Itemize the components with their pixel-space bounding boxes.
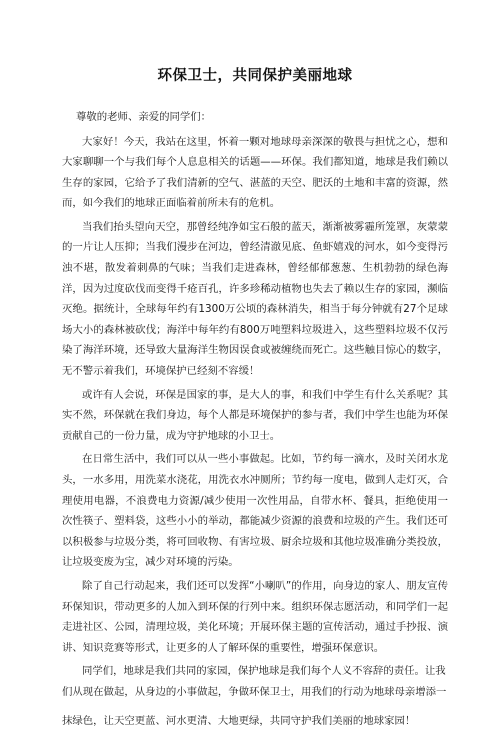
paragraph-daily-actions: 在日常生活中，我们可以从一些小事做起。比如，节约每一滴水，及时关闭水龙头，一水多用，用洗菜水浇花，用洗衣水冲厕所；节约每一度电，做到人走灯灭，合理使用电器，不浪费电力资源/减少使用一次性用品，自带水杯、餐具，拒绝使用一次性筷子、塑料袋，这些小小的举动，都能减少资源的浪费和垃圾的产生。我们还可以积极参与垃圾分类，将可回收物、有害垃圾、厨余垃圾和其他垃圾准确分类投放，让垃圾变废为宝，减少对环境的污染。 xyxy=(62,453,448,569)
closing-line-1: 同学们，地球是我们共同的家园，保护地球是我们每个人义不容辞的责任。让我 xyxy=(82,665,446,678)
paragraph-responsibility: 或许有人会说，环保是国家的事，是大人的事，和我们中学生有什么关系呢？其实不然，环保就在我们身边，每个人都是环境保护的参与者，我们中学生也能为环保贡献自己的一份力量，成为守护地球的小卫士。 xyxy=(62,388,448,442)
page-title: 环保卫士，共同保护美丽地球 xyxy=(157,68,353,84)
paragraph-crisis: 当我们抬头望向天空，那曾经纯净如宝石般的蓝天，渐渐被雾霾所笼罩，灰蒙蒙的一片让人压抑；当我们漫步在河边，曾经清澈见底、鱼虾嬉戏的河水，如今变得污浊不堪，散发着刺鼻的气味；当我们走进森林，曾经郁郁葱葱、生机勃勃的绿色海洋，因为过度砍伐而变得千疮百孔，许多珍稀动植物也失去了赖以生存的家园，濒临灭绝。据统计，全球每年约有1300万公顷的森林消失，相当于每分钟就有27个足球场大小的森林被砍伐；海洋中每年约有800万吨塑料垃圾进入，这些塑料垃圾不仅污染了海洋环境，还导致大量海洋生物因误食或被缠绕而死亡。这些触目惊心的数字，无不警示着我们，环境保护已经刻不容缓！ xyxy=(62,220,448,378)
paragraph-greeting: 大家好！今天，我站在这里，怀着一颗对地球母亲深深的敬畏与担忧之心，想和大家聊聊一个与我们每个人息息相关的话题——环保。我们都知道，地球是我们赖以生存的家园，它给予了我们清新的空气、湛蓝的天空、肥沃的土地和丰富的资源，然而，如今我们的地球正面临着前所未有的危机。 xyxy=(62,135,448,210)
closing-paragraph xyxy=(62,661,448,731)
closing-line-2: 们从现在做起，从身边的小事做起，争做环保卫士，用我们的行动为地球母亲增添一 xyxy=(62,685,447,698)
salutation: 尊敬的老师、亲爱的同学们： xyxy=(76,111,212,123)
closing-line-3: 抹绿色，让天空更蓝、河水更清、大地更绿，共同守护我们美丽的地球家园！ xyxy=(62,714,416,727)
paragraph-promotion: 除了自己行动起来，我们还可以发挥“小喇叭”的作用，向身边的家人、朋友宣传环保知识，带动更多的人加入到环保的行列中来。组织环保志愿活动，和同学们一起走进社区、公园，清理垃圾，美化环境；开展环保主题的宣传活动，通过手抄报、演讲、知识竞赛等形式，让更多的人了解环保的重要性，增强环保意识。 xyxy=(62,579,448,654)
